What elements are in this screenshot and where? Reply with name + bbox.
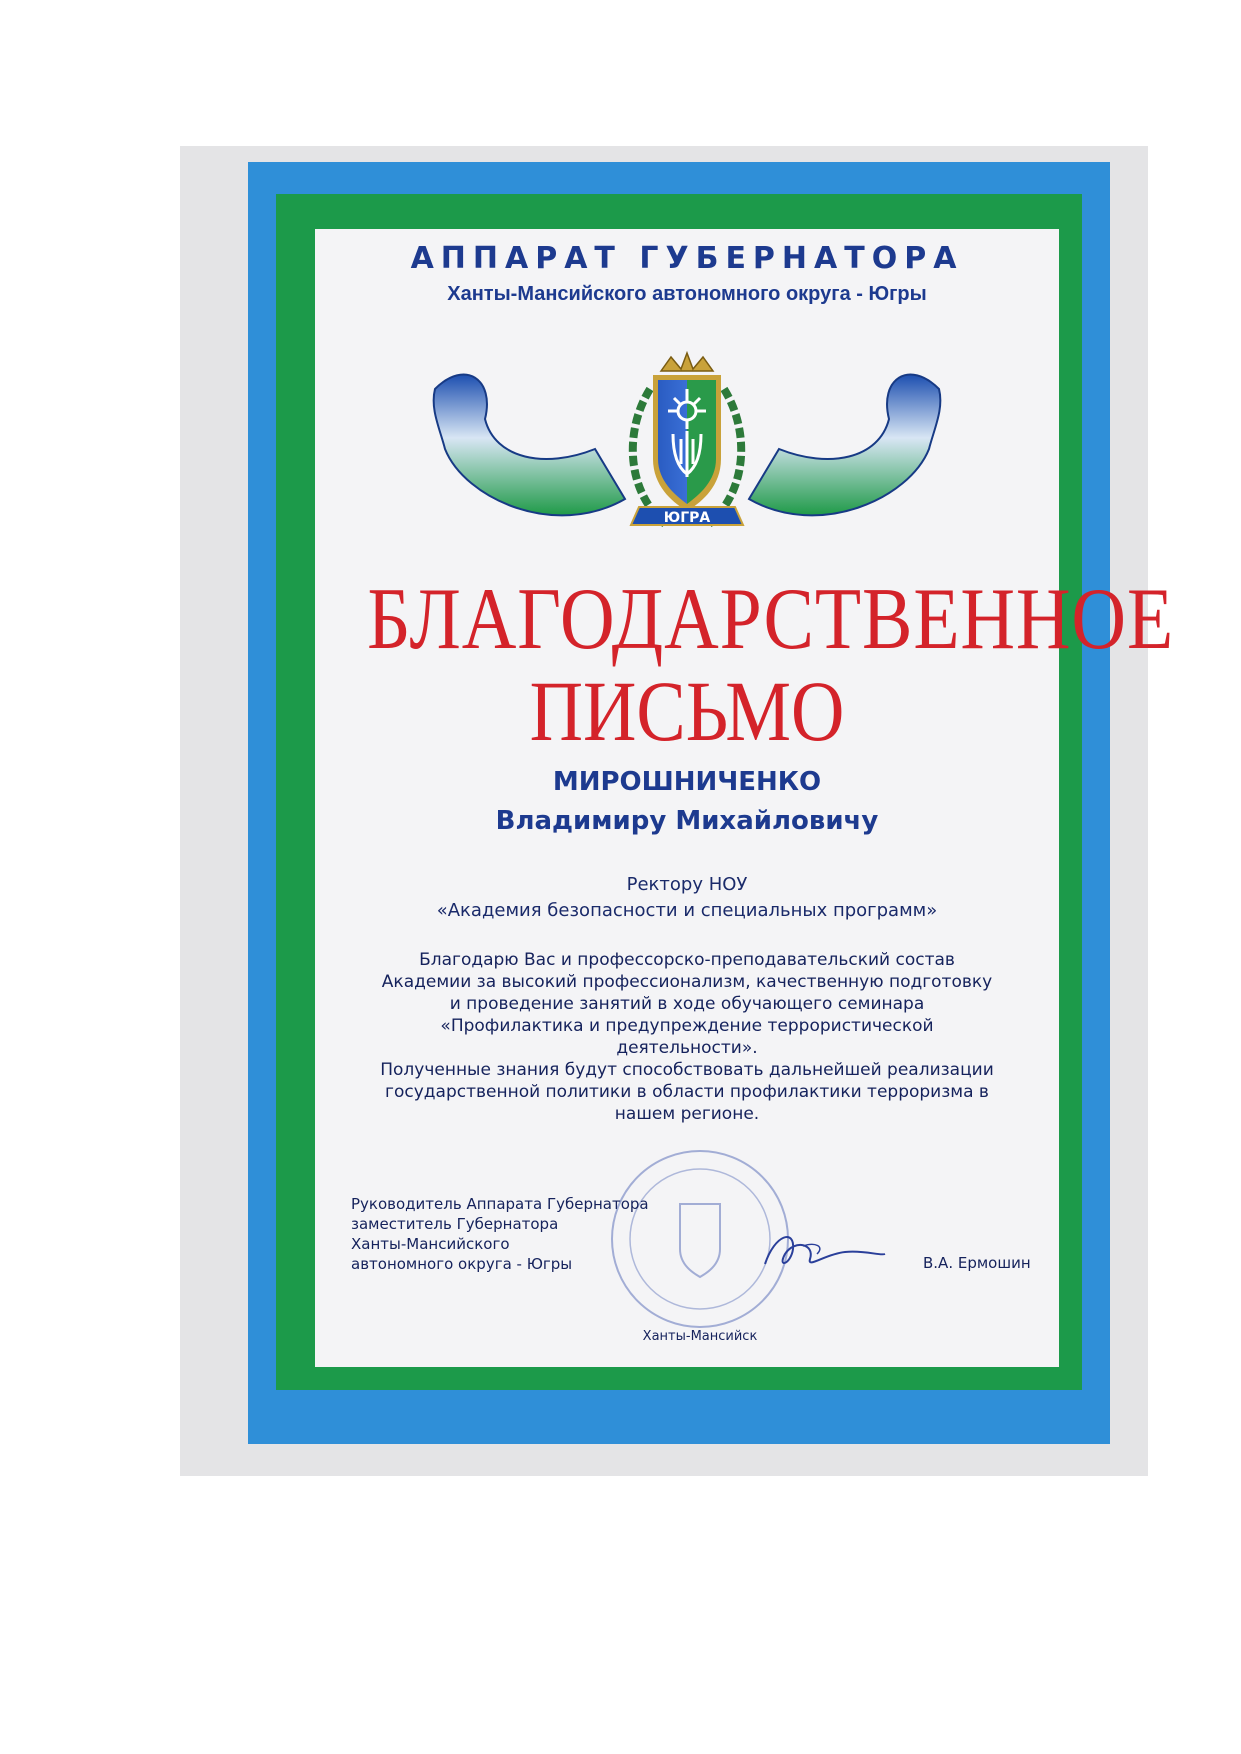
handwritten-signature [755, 1224, 895, 1284]
text-line: деятельности». [616, 1038, 758, 1058]
text-line: Благодарю Вас и профессорско-преподавательский состав [419, 950, 955, 970]
signatory-line: заместитель Губернатора [351, 1215, 559, 1233]
letter-text [335, 949, 1039, 1125]
recipient-given-name: Владимиру Михайловичу [495, 806, 879, 836]
left-flag-ribbon [434, 375, 625, 516]
document-title-line2: ПИСЬМО [529, 663, 845, 759]
emblem-ribbon-text: ЮГРА [663, 510, 711, 526]
letter-body [315, 229, 1175, 1367]
signatory-line: Руководитель Аппарата Губернатора [351, 1195, 649, 1213]
text-line: «Профилактика и предупреждение террористической [440, 1016, 934, 1036]
text-line: Академии за высокий профессионализм, качественную подготовку [381, 972, 993, 992]
header-subtitle: Ханты-Мансийского автономного округа - Югры [447, 283, 927, 305]
signatory-name: В.А. Ермошин [923, 1254, 1031, 1272]
text-line: Полученные знания будут способствовать дальнейшей реализации [380, 1060, 994, 1080]
crown-icon [661, 353, 713, 371]
text-line: нашем регионе. [614, 1104, 760, 1124]
signatory-title [351, 1194, 649, 1274]
signatory-line: автономного округа - Югры [351, 1255, 573, 1273]
recipient-position: Ректору НОУ [626, 874, 748, 895]
header-title: АППАРАТ ГУБЕРНАТОРА [410, 241, 964, 276]
seal-city: Ханты-Мансийск [642, 1329, 758, 1344]
text-line: государственной политики в области профилактики терроризма в [385, 1082, 989, 1102]
recipient-organization: «Академия безопасности и специальных программ» [436, 900, 938, 921]
text-line: и проведение занятий в ходе обучающего семинара [449, 994, 925, 1014]
coat-of-arms-emblem [425, 349, 949, 549]
right-flag-ribbon [749, 375, 940, 516]
document-title-line1: БЛАГОДАРСТВЕННОЕ [367, 571, 1175, 668]
signatory-line: Ханты-Мансийского [351, 1235, 510, 1253]
recipient-surname: МИРОШНИЧЕНКО [552, 767, 822, 797]
